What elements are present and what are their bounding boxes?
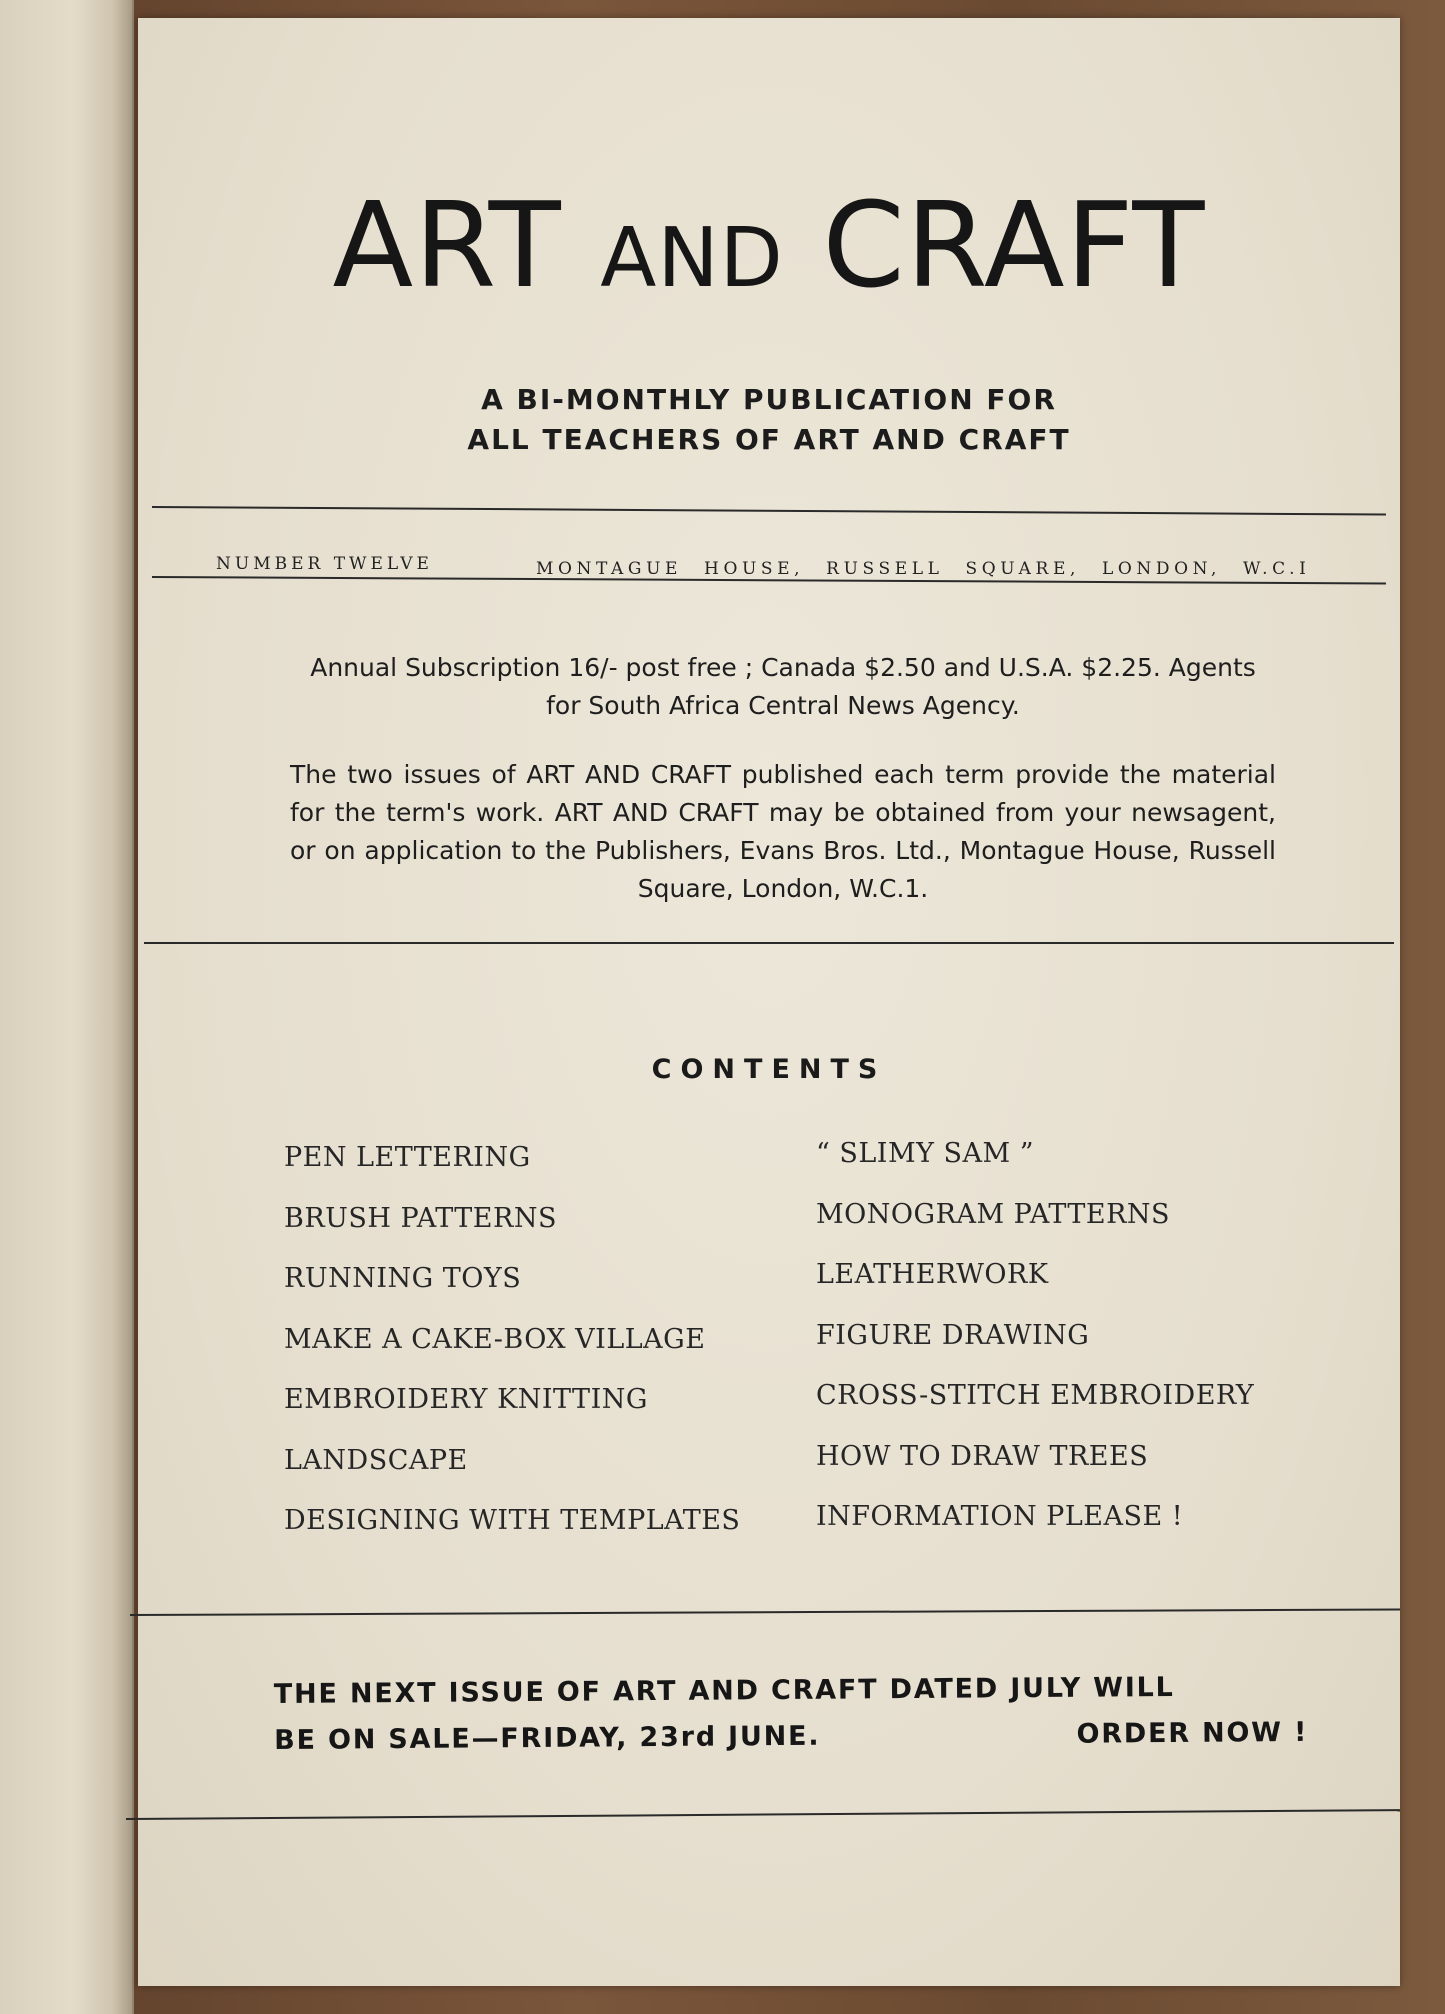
publication-description [290, 756, 1276, 908]
magazine-page [138, 18, 1400, 1986]
contents-item: INFORMATION PLEASE ! [816, 1501, 1184, 1532]
next-issue-notice [274, 1664, 1309, 1764]
contents-item: RUNNING TOYS [284, 1263, 522, 1294]
tagline-line-1: A BI-MONTHLY PUBLICATION FOR [481, 383, 1057, 416]
contents-item: CROSS-STITCH EMBROIDERY [816, 1380, 1255, 1411]
notice-line-2: BE ON SALE—FRIDAY, 23rd JUNE. [274, 1720, 821, 1756]
order-now-text: ORDER NOW ! [1076, 1716, 1309, 1750]
contents-item: LEATHERWORK [816, 1259, 1049, 1290]
divider-imprint-top [152, 506, 1386, 516]
description-text: The two issues of ART AND CRAFT published each term provide the material for the term's work. ART AND CRAFT may be obtained from your newsagent, or on application to the Publishers, Evans Bros. Ltd., Montague House, Russell Square, London, W.C.1. [290, 760, 1276, 903]
contents-item: HOW TO DRAW TREES [816, 1440, 1149, 1472]
divider-contents-top [144, 942, 1394, 944]
contents-item: DESIGNING WITH TEMPLATES [284, 1505, 741, 1536]
masthead-craft: CRAFT [822, 176, 1206, 314]
left-page-edge [0, 0, 134, 2014]
masthead-title [138, 176, 1400, 314]
contents-left-column [284, 1128, 740, 1552]
contents-item: EMBROIDERY KNITTING [284, 1384, 648, 1415]
contents-item: MAKE A CAKE-BOX VILLAGE [284, 1323, 706, 1355]
tagline-line-2: ALL TEACHERS OF ART AND CRAFT [467, 423, 1071, 456]
notice-line-2-row [274, 1710, 1308, 1764]
contents-right-column [816, 1124, 1254, 1548]
subscription-info [290, 649, 1276, 725]
publisher-address: MONTAGUE HOUSE, RUSSELL SQUARE, LONDON, W.C.I [536, 559, 1311, 579]
masthead-and: AND [600, 211, 784, 306]
masthead-art: ART [332, 176, 562, 314]
contents-title: CONTENTS [651, 1054, 887, 1085]
divider-notice-top [130, 1608, 1400, 1616]
contents-item: “ SLIMY SAM ” [816, 1138, 1035, 1169]
contents-item: FIGURE DRAWING [816, 1319, 1090, 1351]
subscription-line-2: for South Africa Central News Agency. [546, 691, 1020, 720]
contents-item: MONOGRAM PATTERNS [816, 1198, 1171, 1230]
divider-notice-bottom [126, 1809, 1400, 1820]
contents-item: LANDSCAPE [284, 1444, 468, 1476]
contents-item: BRUSH PATTERNS [284, 1202, 557, 1234]
issue-number: NUMBER TWELVE [216, 554, 433, 574]
subscription-line-1: Annual Subscription 16/- post free ; Canada $2.50 and U.S.A. $2.25. Agents [310, 653, 1256, 682]
notice-line-1: THE NEXT ISSUE OF ART AND CRAFT DATED JULY WILL [273, 1671, 1175, 1711]
contents-item: PEN LETTERING [284, 1142, 531, 1173]
tagline [138, 380, 1400, 460]
